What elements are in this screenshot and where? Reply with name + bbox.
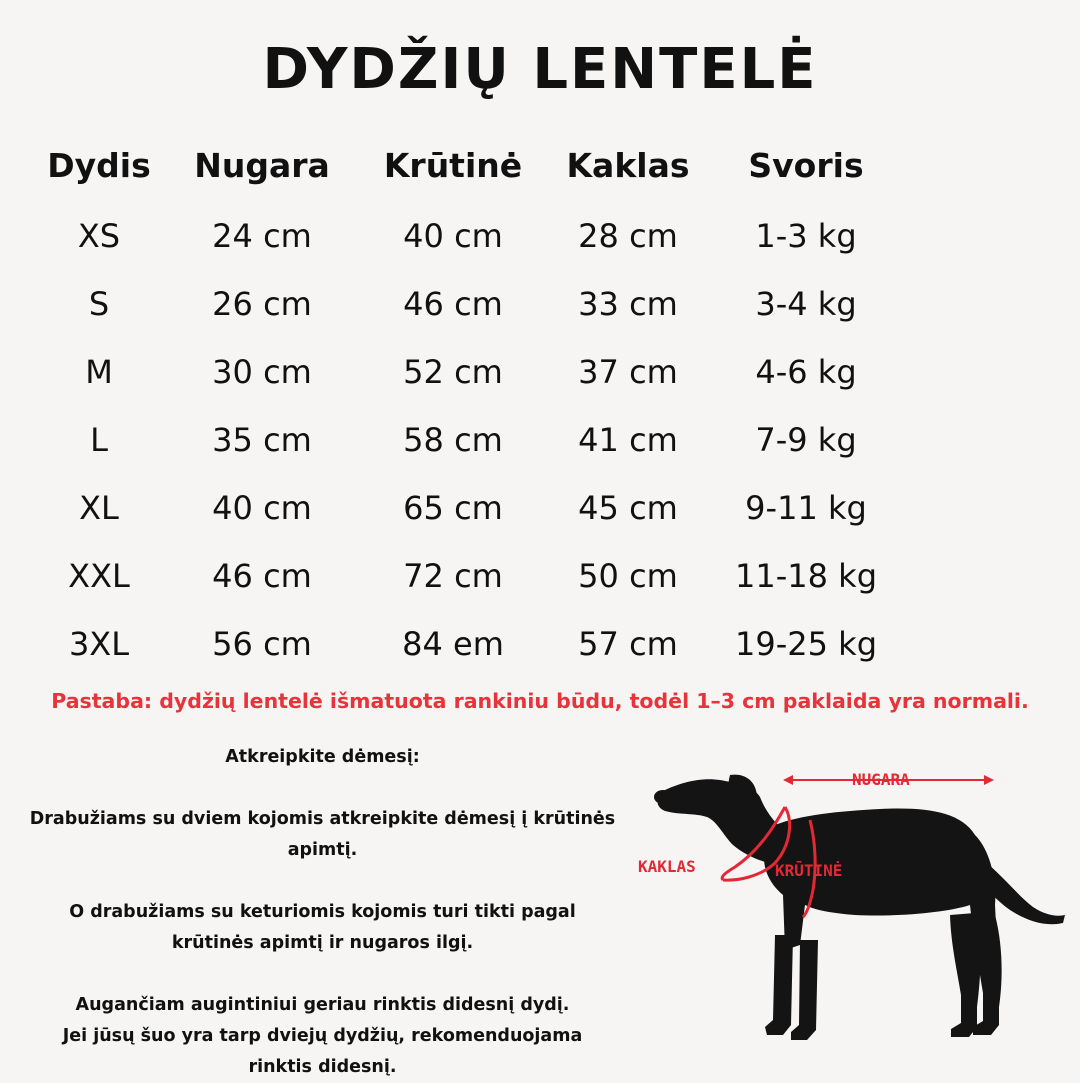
- table-cell: 57 cm: [578, 625, 678, 663]
- size-cell: L: [90, 421, 108, 459]
- table-cell: 65 cm: [403, 489, 503, 527]
- table-cell: 40 cm: [212, 489, 312, 527]
- table-cell: 37 cm: [578, 353, 678, 391]
- table-cell: 19-25 kg: [735, 625, 877, 663]
- table-cell: 1-3 kg: [755, 217, 857, 255]
- column-header: Krūtinė: [383, 146, 523, 185]
- column-header: Svoris: [748, 146, 864, 185]
- size-cell: 3XL: [68, 625, 130, 663]
- table-cell: 84 em: [402, 625, 504, 663]
- table-cell: 50 cm: [578, 557, 678, 595]
- size-cell: XL: [79, 489, 119, 527]
- size-cell: XXL: [68, 557, 130, 595]
- table-cell: 3-4 kg: [755, 285, 857, 323]
- page-title: DYDŽIŲ LENTELĖ: [262, 37, 818, 102]
- table-cell: 24 cm: [212, 217, 312, 255]
- table-cell: 41 cm: [578, 421, 678, 459]
- table-cell: 33 cm: [578, 285, 678, 323]
- column-header: Dydis: [47, 146, 151, 185]
- measurement-note: Pastaba: dydžių lentelė išmatuota rankiniu būdu, todėl 1–3 cm paklaida yra normali.: [51, 689, 1029, 713]
- size-cell: S: [88, 285, 110, 323]
- table-cell: 11-18 kg: [735, 557, 877, 595]
- column-header: Nugara: [194, 146, 330, 185]
- dog-measurement-diagram: [625, 745, 1080, 1080]
- column-header: Kaklas: [566, 146, 690, 185]
- table-cell: 58 cm: [403, 421, 503, 459]
- table-cell: 72 cm: [403, 557, 503, 595]
- table-cell: 56 cm: [212, 625, 312, 663]
- table-cell: 52 cm: [403, 353, 503, 391]
- dog-silhouette: [654, 775, 1065, 1040]
- table-cell: 26 cm: [212, 285, 312, 323]
- dog-illustration: [625, 745, 1080, 1080]
- table-cell: 40 cm: [403, 217, 503, 255]
- table-cell: 46 cm: [212, 557, 312, 595]
- back-label: NUGARA: [852, 770, 910, 789]
- table-cell: 4-6 kg: [755, 353, 857, 391]
- info-line: O drabužiams su keturiomis kojomis turi tikti pagal: [69, 902, 576, 922]
- info-line: Jei jūsų šuo yra tarp dviejų dydžių, rekomenduojama: [62, 1026, 583, 1046]
- size-cell: M: [85, 353, 113, 391]
- info-line: rinktis didesnį.: [248, 1057, 397, 1077]
- size-cell: XS: [77, 217, 121, 255]
- table-cell: 45 cm: [578, 489, 678, 527]
- neck-label: KAKLAS: [638, 857, 696, 876]
- table-cell: 35 cm: [212, 421, 312, 459]
- table-cell: 9-11 kg: [745, 489, 867, 527]
- info-line: apimtį.: [287, 840, 358, 860]
- info-line: Drabužiams su dviem kojomis atkreipkite dėmesį į krūtinės: [29, 809, 616, 829]
- chest-label: KRŪTINĖ: [775, 861, 843, 880]
- info-line: Augančiam augintiniui geriau rinktis didesnį dydį.: [75, 995, 570, 1015]
- table-cell: 7-9 kg: [755, 421, 857, 459]
- info-line: krūtinės apimtį ir nugaros ilgį.: [171, 933, 474, 953]
- table-cell: 28 cm: [578, 217, 678, 255]
- info-heading: Atkreipkite dėmesį:: [225, 747, 420, 767]
- table-cell: 46 cm: [403, 285, 503, 323]
- info-section: [0, 742, 645, 1083]
- table-cell: 30 cm: [212, 353, 312, 391]
